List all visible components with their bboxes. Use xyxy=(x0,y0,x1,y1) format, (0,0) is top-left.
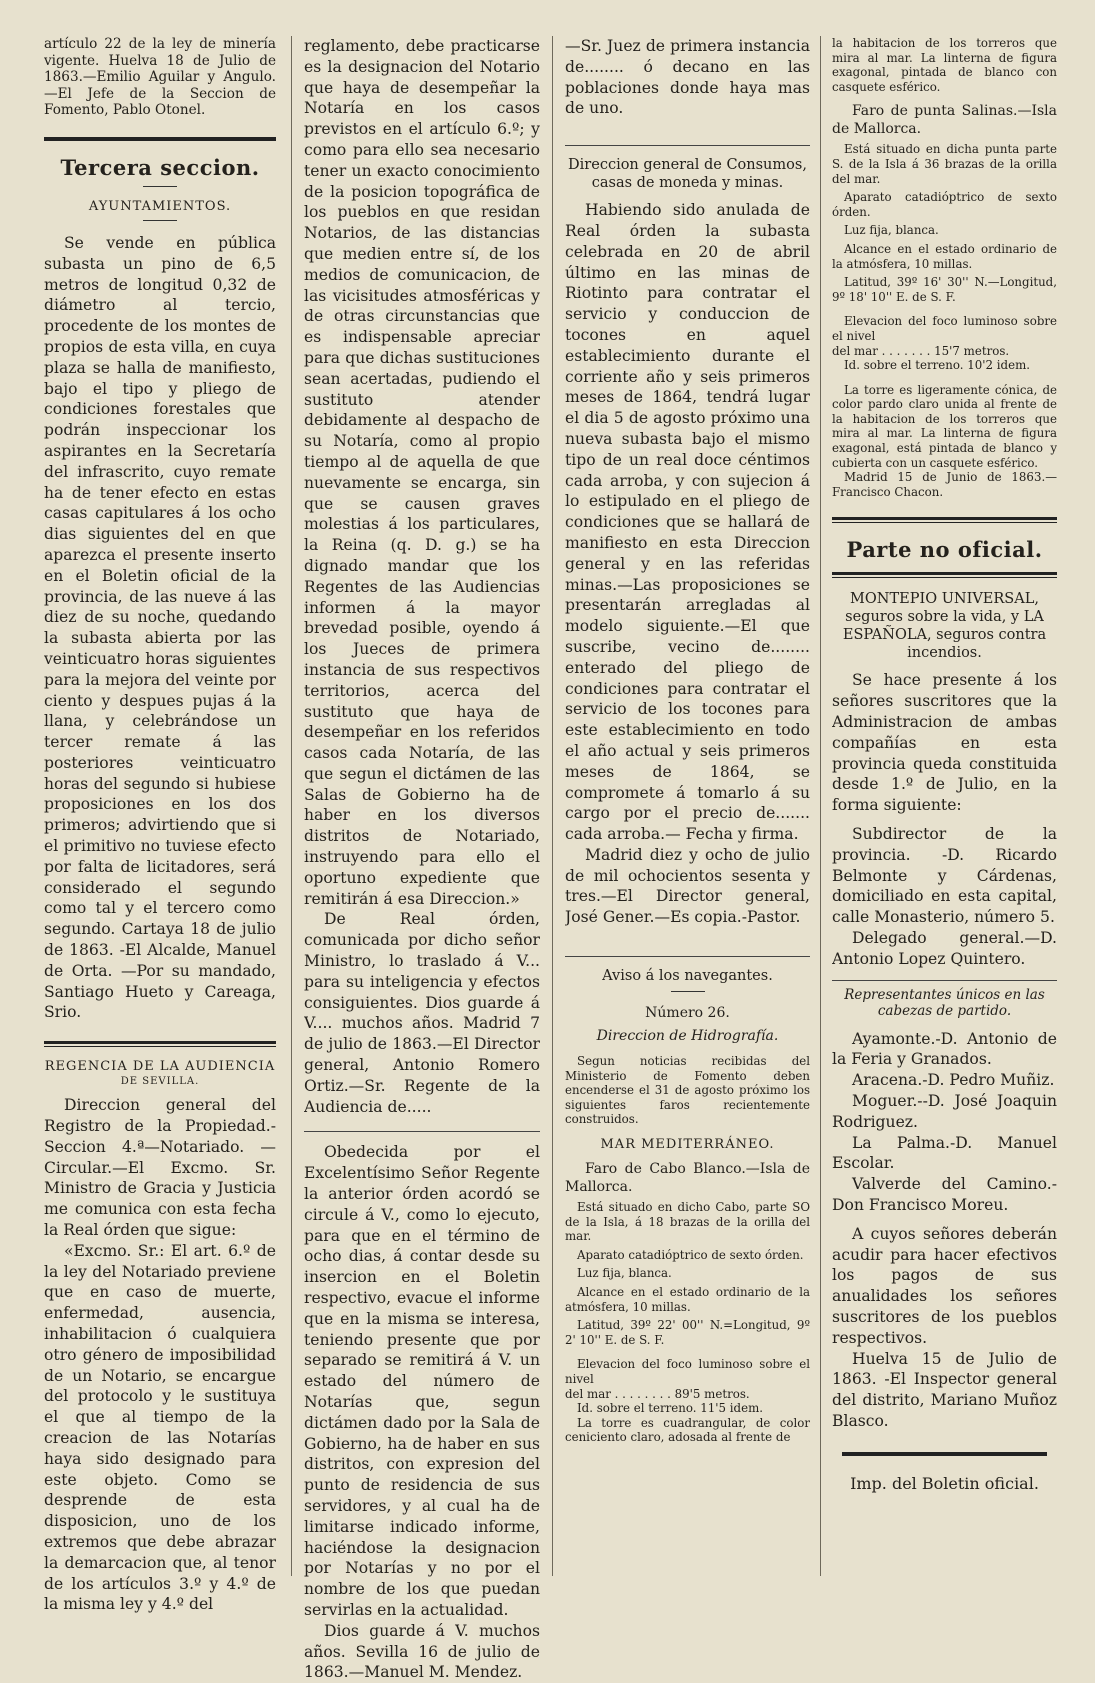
faro-salinas-title: Faro de punta Salinas.—Isla de Mallorca. xyxy=(832,103,1057,138)
aviso-intro: Segun noticias recibidas del Ministerio de Fomento deben encenderse el 31 de agosto próximo los siguientes faros recientemente construidos. xyxy=(565,1054,810,1127)
judge-notice-tail: —Sr. Juez de primera instancia de........ ó decano en las poblaciones donde haya mas de uno. xyxy=(565,37,810,118)
consumos-notice: Habiendo sido anulada de Real órden la subasta celebrada en 20 de abril último en las minas de Riotinto para contratar el servicio y conduccion de tocones en aquel establecimiento durante el corriente año y seis primeros meses de 1864, tendrá lugar el dia 5 de agosto próximo una nueva subasta bajo el mismo tipo de un real doce céntimos cada arroba, y con sujecion á lo estipulado en el pliego de condiciones que se hallará de manifiesto en esta Direccion general y en las referidas minas.—Las proposiciones se presentarán arregladas al modelo siguiente.—El que suscribe, vecino de........ enterado del pliego de condiciones para contratar el servicio de los tocones para este establecimiento en todo el año actual y seis primeros meses de 1864, se compromete á tomarlo á su cargo por el precio de....... cada arroba.— Fecha y firma. xyxy=(565,201,810,844)
column-divider xyxy=(820,36,821,1576)
ayuntamientos-notice: Se vende en pública subasta un pino de 6,5 metros de longitud 0,32 de diámetro al tercio, procedente de los montes de propios de esta villa, en cuya plaza se halla de manifiesto, bajo el tipo y pliego de condiciones forestales que podrán inspeccionar los aspirantes en la Secretaría del infrascrito, cuyo remate ha de tener efecto en estas casas capitulares á los ocho dias siguientes del en que aparezca el presente inserto en el Boletin oficial de la provincia, de las nueve á las diez de su noche, quedando la subasta abierta por las veinticuatro horas siguientes para la mejora del veinte por ciento y despues pujas á la llana, y celebrándose un tercer remate á las posteriores veinticuatro horas del segundo si hubiese proposiciones en los dos primeros; advirtiendo que si el primitivo no tuviese efecto por falta de licitadores, será considerado el segundo como tal y el tercero como segundo. Cartaya 18 de julio de 1863. -El Alcalde, Manuel de Orta. —Por su mandado, Santiago Hueto y Careaga, Srio. xyxy=(44,233,276,1022)
representante: La Palma.-D. Manuel Escolar. xyxy=(832,1133,1057,1173)
faro-detail: Alcance en el estado ordinario de la atmósfera, 10 millas. xyxy=(832,241,1057,271)
faro-detail: Aparato catadióptrico de sexto órden. xyxy=(832,190,1057,219)
regencia-order: «Excmo. Sr.: El art. 6.º de la ley del Notariado previene que en caso de muerte, enfermedad, ausencia, inhabilitacion ó cualquiera otro género de imposibilidad de un Notario, se encargue del protocolo y le sustituya el que al tiempo de la creacion de las Notarías haya sido designado para este objeto. Como se desprende de esta disposicion, uno de los extremos que debe abrazar la demarcacion que, al tenor de los artículos 3.º y 4.º de la misma ley y 4.º del xyxy=(44,1241,276,1614)
hidrografia-heading: Direccion de Hidrografía. xyxy=(596,1028,779,1045)
representante: Aracena.-D. Pedro Muñiz. xyxy=(852,1071,1055,1090)
faro-cabo-blanco-tail: la habitacion de los torreros que mira al mar. La linterna de figura exagonal, pintada de blanco con casquete esférico. xyxy=(832,36,1057,94)
representantes-heading: Representantes únicos en las cabezas de partido. xyxy=(844,986,1045,1019)
regencia-heading: REGENCIA DE LA AUDIENCIA xyxy=(44,1059,276,1075)
section-title: Tercera seccion. xyxy=(60,154,260,180)
regencia-transfer: De Real órden, comunicada por dicho señor Ministro, lo traslado á V... para su inteligencia y efectos consiguientes. Dios guarde á V.... muchos años. Madrid 7 de julio de 1863.—El Director general, Antonio Romero Ortiz.—Sr. Regente de la Audiencia de..... xyxy=(304,910,540,1116)
faro-detail: Está situado en dicho Cabo, parte SO de la Isla, á 18 brazas de la orilla del mar. xyxy=(565,1200,810,1244)
representante: Ayamonte.-D. Antonio de la Feria y Granados. xyxy=(832,1029,1057,1069)
section-rule xyxy=(565,956,810,957)
montepio-payments: A cuyos señores deberán acudir para hacer efectivos los pagos de sus anualidades los señores suscritores de los pueblos respectivos. xyxy=(832,1224,1057,1347)
faro-detail: La torre es cuadrangular, de color ceniciento claro, adosada al frente de xyxy=(565,1415,810,1445)
regencia-order-continued: reglamento, debe practicarse es la designacion del Notario que haya de desempeñar la Notaría en los casos previstos en el artículo 6.º; y como para ello sea necesario tener un exacto conocimiento de la posicion topográfica de los pueblos en que residan Notarios, de las distancias que medien entre sí, de los medios de comunicacion, de las vicisitudes atmosféricas y de otras circunstancias que es indispensable apreciar para que dichas sustituciones sean acertadas, pudiendo el sustituto atender debidamente al despacho de su Notaría, como al propio tiempo al de aquella de que nuevamente se encarga, sin que se causen graves molestias á los particulares, la Reina (q. D. g.) se ha dignado mandar que los Regentes de las Audiencias informen á la mayor brevedad posible, oyendo á los Jueces de primera instancia de sus respectivos territorios, acerca del sustituto que haya de desempeñar en los referidos casos cada Notaría, de las que segun el dictámen de las Salas de Gobierno ha de haber en los diversos distritos de Notariado, instruyendo para ello el oportuno expediente que remitirán á esa Direccion.» xyxy=(304,37,540,908)
section-rule xyxy=(832,572,1057,578)
consumos-heading: Direccion general de Consumos, casas de moneda y minas. xyxy=(568,157,807,192)
faro-detail: del mar . . . . . . . 15'7 metros. xyxy=(832,343,1010,358)
dash-rule xyxy=(671,991,705,992)
ayuntamientos-heading: AYUNTAMIENTOS. xyxy=(88,198,232,214)
section-rule xyxy=(832,517,1057,523)
faro-detail: Elevacion del foco luminoso sobre el nivel xyxy=(832,314,1057,343)
faro-detail: Id. sobre el terreno. 10'2 idem. xyxy=(844,358,1031,373)
faro-detail: Latitud, 39º 16' 30'' N.—Longitud, 9º 18' 10'' E. de S. F. xyxy=(832,275,1057,304)
faro-signature: Madrid 15 de Junio de 1863.— Francisco Chacon. xyxy=(832,470,1057,499)
section-rule xyxy=(565,145,810,146)
column-2 xyxy=(304,36,540,1683)
faro-cabo-blanco-title: Faro de Cabo Blanco.—Isla de Mallorca. xyxy=(565,1161,810,1196)
section-rule xyxy=(44,1041,276,1047)
faro-detail: La torre es ligeramente cónica, de color pardo claro unida al frente de la habitacion de los torreros que mira al mar. La linterna de figura exagonal, está pintada de blanco y cubierta con un casquete esférico. xyxy=(832,382,1057,470)
column-1 xyxy=(44,36,276,1615)
regencia-intro: Direccion general del Registro de la Propiedad.-Seccion 4.ª—Notariado. —Circular.—El Excmo. Sr. Ministro de Gracia y Justicia me comunica con esta fecha la Real órden que sigue: xyxy=(44,1096,276,1240)
section-rule xyxy=(842,1452,1047,1456)
printer-footer: Imp. del Boletin oficial. xyxy=(850,1473,1039,1493)
dash-rule xyxy=(143,186,177,187)
regencia-subheading: DE SEVILLA. xyxy=(120,1076,200,1088)
representante: Valverde del Camino.-Don Francisco Moreu. xyxy=(832,1175,1057,1214)
column-3 xyxy=(565,36,810,1445)
montepio-heading: MONTEPIO UNIVERSAL, seguros sobre la vida, y LA ESPAÑOLA, seguros contra incendios. xyxy=(842,591,1047,662)
regencia-circular: Obedecida por el Excelentísimo Señor Regente la anterior órden acordó se circule á V., como lo ejecuto, para que en el término de ocho dias, á contar desde su insercion en el Boletin respectivo, evacue el informe que en la misma se interesa, teniendo presente que por separado se remitirá á V. un estado del número de Notarías que, segun dictámen dado por la Sala de Gobierno, ha de haber en sus distritos, con expresion del punto de residencia de sus servidores, y al cual ha de limitarse indicado informe, haciéndose la designacion por Notarías y no por el nombre de los que puedan servirlas en la actualidad. xyxy=(304,1143,540,1619)
faro-detail: Luz fija, blanca. xyxy=(844,223,939,238)
representante: Moguer.--D. José Joaquin Rodriguez. xyxy=(832,1091,1057,1131)
aviso-heading: Aviso á los navegantes. xyxy=(602,968,773,985)
faro-detail: Alcance en el estado ordinario de la atmósfera, 10 millas. xyxy=(565,1285,810,1314)
faro-detail: del mar . . . . . . . . 89'5 metros. xyxy=(565,1386,750,1401)
montepio-signature: Huelva 15 de Julio de 1863. -El Inspector general del distrito, Mariano Muñoz Blasco. xyxy=(832,1349,1057,1430)
section-rule xyxy=(44,137,276,141)
faro-detail: Id. sobre el terreno. 11'5 idem. xyxy=(577,1401,764,1416)
faro-detail: Elevacion del foco luminoso sobre el nivel xyxy=(565,1357,810,1386)
consumos-signature: Madrid diez y ocho de julio de mil ochocientos sesenta y tres.—El Director general, José Gener.—Es copia.-Pastor. xyxy=(565,845,810,927)
montepio-delegado: Delegado general.—D. Antonio Lopez Quintero. xyxy=(832,929,1057,968)
montepio-notice: Se hace presente á los señores suscritores que la Administracion de ambas compañías en esta provincia queda constituida desde 1.º de Julio, en la forma siguiente: xyxy=(832,671,1057,815)
regencia-signature: Dios guarde á V. muchos años. Sevilla 16 de julio de 1863.—Manuel M. Mendez. xyxy=(304,1621,540,1682)
dash-rule xyxy=(143,220,177,221)
section-rule xyxy=(832,980,1057,981)
faro-detail: Aparato catadióptrico de sexto órden. xyxy=(577,1247,804,1262)
section-rule xyxy=(304,1131,540,1132)
column-divider xyxy=(552,36,553,1576)
parte-no-oficial-title: Parte no oficial. xyxy=(846,537,1043,563)
column-divider xyxy=(291,36,292,1576)
faro-detail: Está situado en dicha punta parte S. de la Isla á 36 brazas de la orilla del mar. xyxy=(832,142,1057,186)
montepio-subdirector: Subdirector de la provincia. -D. Ricardo Belmonte y Cárdenas, domiciliado en esta capital, calle Monasterio, número 5. xyxy=(832,825,1057,927)
faro-detail: Luz fija, blanca. xyxy=(577,1266,672,1281)
faro-detail: Latitud, 39º 22' 00'' N.=Longitud, 9º 2' 10'' E. de S. F. xyxy=(565,1318,810,1347)
numero-label: Número 26. xyxy=(645,1005,730,1022)
mar-heading: MAR MEDITERRÁNEO. xyxy=(600,1137,775,1153)
column-4 xyxy=(832,36,1057,1493)
mining-notice-tail: artículo 22 de la ley de minería vigente. Huelva 18 de Julio de 1863.—Emilio Aguilar y Angulo.—El Jefe de la Seccion de Fomento, Pablo Otonel. xyxy=(44,36,276,119)
